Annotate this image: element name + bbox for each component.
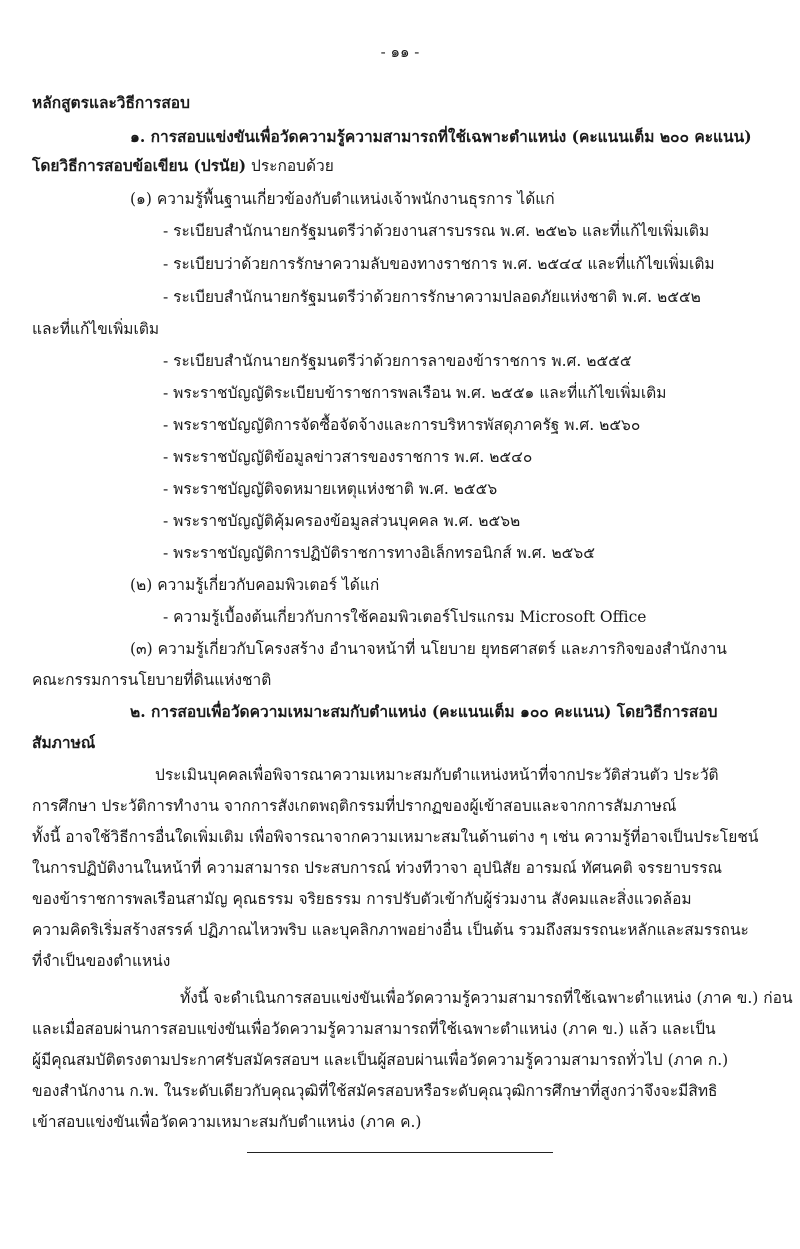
sub1-title: (๑) ความรู้พื้นฐานเกี่ยวข้องกับตำแหน่งเจ้าพนักงานธุรการ ได้แก่ [130,190,555,208]
sub1-item-continuation: และที่แก้ไขเพิ่มเติม [32,320,160,338]
para1-line: ในการปฏิบัติงานในหน้าที่ ความสามารถ ประสบการณ์ ท่วงทีวาจา อุปนิสัย อารมณ์ ทัศนคติ จรรยาบรรณ [32,859,722,877]
sub1-item: - พระราชบัญญัติจดหมายเหตุแห่งชาติ พ.ศ. ๒๕๕๖ [163,480,498,498]
sub2-item: - ความรู้เบื้องต้นเกี่ยวกับการใช้คอมพิวเตอร์โปรแกรม Microsoft Office [163,608,647,626]
sub1-item: - ระเบียบสำนักนายกรัฐมนตรีว่าด้วยงานสารบรรณ พ.ศ. ๒๕๒๖ และที่แก้ไขเพิ่มเติม [163,222,710,240]
sub3-line1: (๓) ความรู้เกี่ยวกับโครงสร้าง อำนาจหน้าที่ นโยบาย ยุทธศาสตร์ และภารกิจของสำนักงาน [130,640,727,658]
para1-line: ประเมินบุคคลเพื่อพิจารณาความเหมาะสมกับตำแหน่งหน้าที่จากประวัติส่วนตัว ประวัติ [155,766,719,784]
end-divider [247,1152,553,1153]
para2-line: ทั้งนี้ จะดำเนินการสอบแข่งขันเพื่อวัดความรู้ความสามารถที่ใช้เฉพาะตำแหน่ง (ภาค ข.) ก่อน [180,989,793,1007]
section2-title-line2: สัมภาษณ์ [32,733,96,752]
sub3-line2: คณะกรรมการนโยบายที่ดินแห่งชาติ [32,671,272,689]
para1-line: ความคิดริเริ่มสร้างสรรค์ ปฏิภาณไหวพริบ และบุคลิกภาพอย่างอื่น เป็นต้น รวมถึงสมรรถนะหลักและสมรรถนะ [32,921,749,939]
section1-title-line2: โดยวิธีการสอบข้อเขียน (ปรนัย) ประกอบด้วย [32,156,334,175]
sub1-item: - พระราชบัญญัติการปฏิบัติราชการทางอิเล็กทรอนิกส์ พ.ศ. ๒๕๖๕ [163,544,595,562]
sub1-item: - พระราชบัญญัติการจัดซื้อจัดจ้างและการบริหารพัสดุภาครัฐ พ.ศ. ๒๕๖๐ [163,416,641,434]
sub1-item: - พระราชบัญญัติข้อมูลข่าวสารของราชการ พ.ศ. ๒๕๔๐ [163,448,533,466]
section1-title-line1: ๑. การสอบแข่งขันเพื่อวัดความรู้ความสามารถที่ใช้เฉพาะตำแหน่ง (คะแนนเต็ม ๒๐๐ คะแนน) [130,127,752,146]
para1-line: ทั้งนี้ อาจใช้วิธีการอื่นใดเพิ่มเติม เพื่อพิจารณาจากความเหมาะสมในด้านต่าง ๆ เช่น ความรู้ที่อาจเป็นประโยชน์ [32,828,759,846]
sub1-item: - พระราชบัญญัติระเบียบข้าราชการพลเรือน พ.ศ. ๒๕๕๑ และที่แก้ไขเพิ่มเติม [163,384,667,402]
para2-line: และเมื่อสอบผ่านการสอบแข่งขันเพื่อวัดความรู้ความสามารถที่ใช้เฉพาะตำแหน่ง (ภาค ข.) แล้ว และเป็น [32,1020,716,1038]
page-number: - ๑๑ - [380,43,420,61]
para1-line: ของข้าราชการพลเรือนสามัญ คุณธรรม จริยธรรม การปรับตัวเข้ากับผู้ร่วมงาน สังคมและสิ่งแวดล้อม [32,890,692,908]
para1-line: การศึกษา ประวัติการทำงาน จากการสังเกตพฤติกรรมที่ปรากฏของผู้เข้าสอบและจากการสัมภาษณ์ [32,797,677,815]
sub1-item: - ระเบียบสำนักนายกรัฐมนตรีว่าด้วยการลาของข้าราชการ พ.ศ. ๒๕๕๕ [163,352,632,370]
sub1-item: - ระเบียบว่าด้วยการรักษาความลับของทางราชการ พ.ศ. ๒๕๔๔ และที่แก้ไขเพิ่มเติม [163,255,715,273]
para2-line: เข้าสอบแข่งขันเพื่อวัดความเหมาะสมกับตำแหน่ง (ภาค ค.) [32,1113,422,1131]
sub2-title: (๒) ความรู้เกี่ยวกับคอมพิวเตอร์ ได้แก่ [130,576,380,594]
para2-line: ผู้มีคุณสมบัติตรงตามประกาศรับสมัครสอบฯ และเป็นผู้สอบผ่านเพื่อวัดความรู้ความสามารถทั่วไป (ภาค ก.) [32,1051,729,1069]
para2-line: ของสำนักงาน ก.พ. ในระดับเดียวกับคุณวุฒิที่ใช้สมัครสอบหรือระดับคุณวุฒิการศึกษาที่สูงกว่าจึงจะมีสิทธิ [32,1082,718,1100]
sub1-item: - ระเบียบสำนักนายกรัฐมนตรีว่าด้วยการรักษาความปลอดภัยแห่งชาติ พ.ศ. ๒๕๕๒ [163,288,701,306]
para1-line: ที่จำเป็นของตำแหน่ง [32,952,171,970]
heading: หลักสูตรและวิธีการสอบ [32,93,190,112]
sub1-item: - พระราชบัญญัติคุ้มครองข้อมูลส่วนบุคคล พ.ศ. ๒๕๖๒ [163,512,521,530]
section2-title-line1: ๒. การสอบเพื่อวัดความเหมาะสมกับตำแหน่ง (คะแนนเต็ม ๑๐๐ คะแนน) โดยวิธีการสอบ [130,702,718,721]
